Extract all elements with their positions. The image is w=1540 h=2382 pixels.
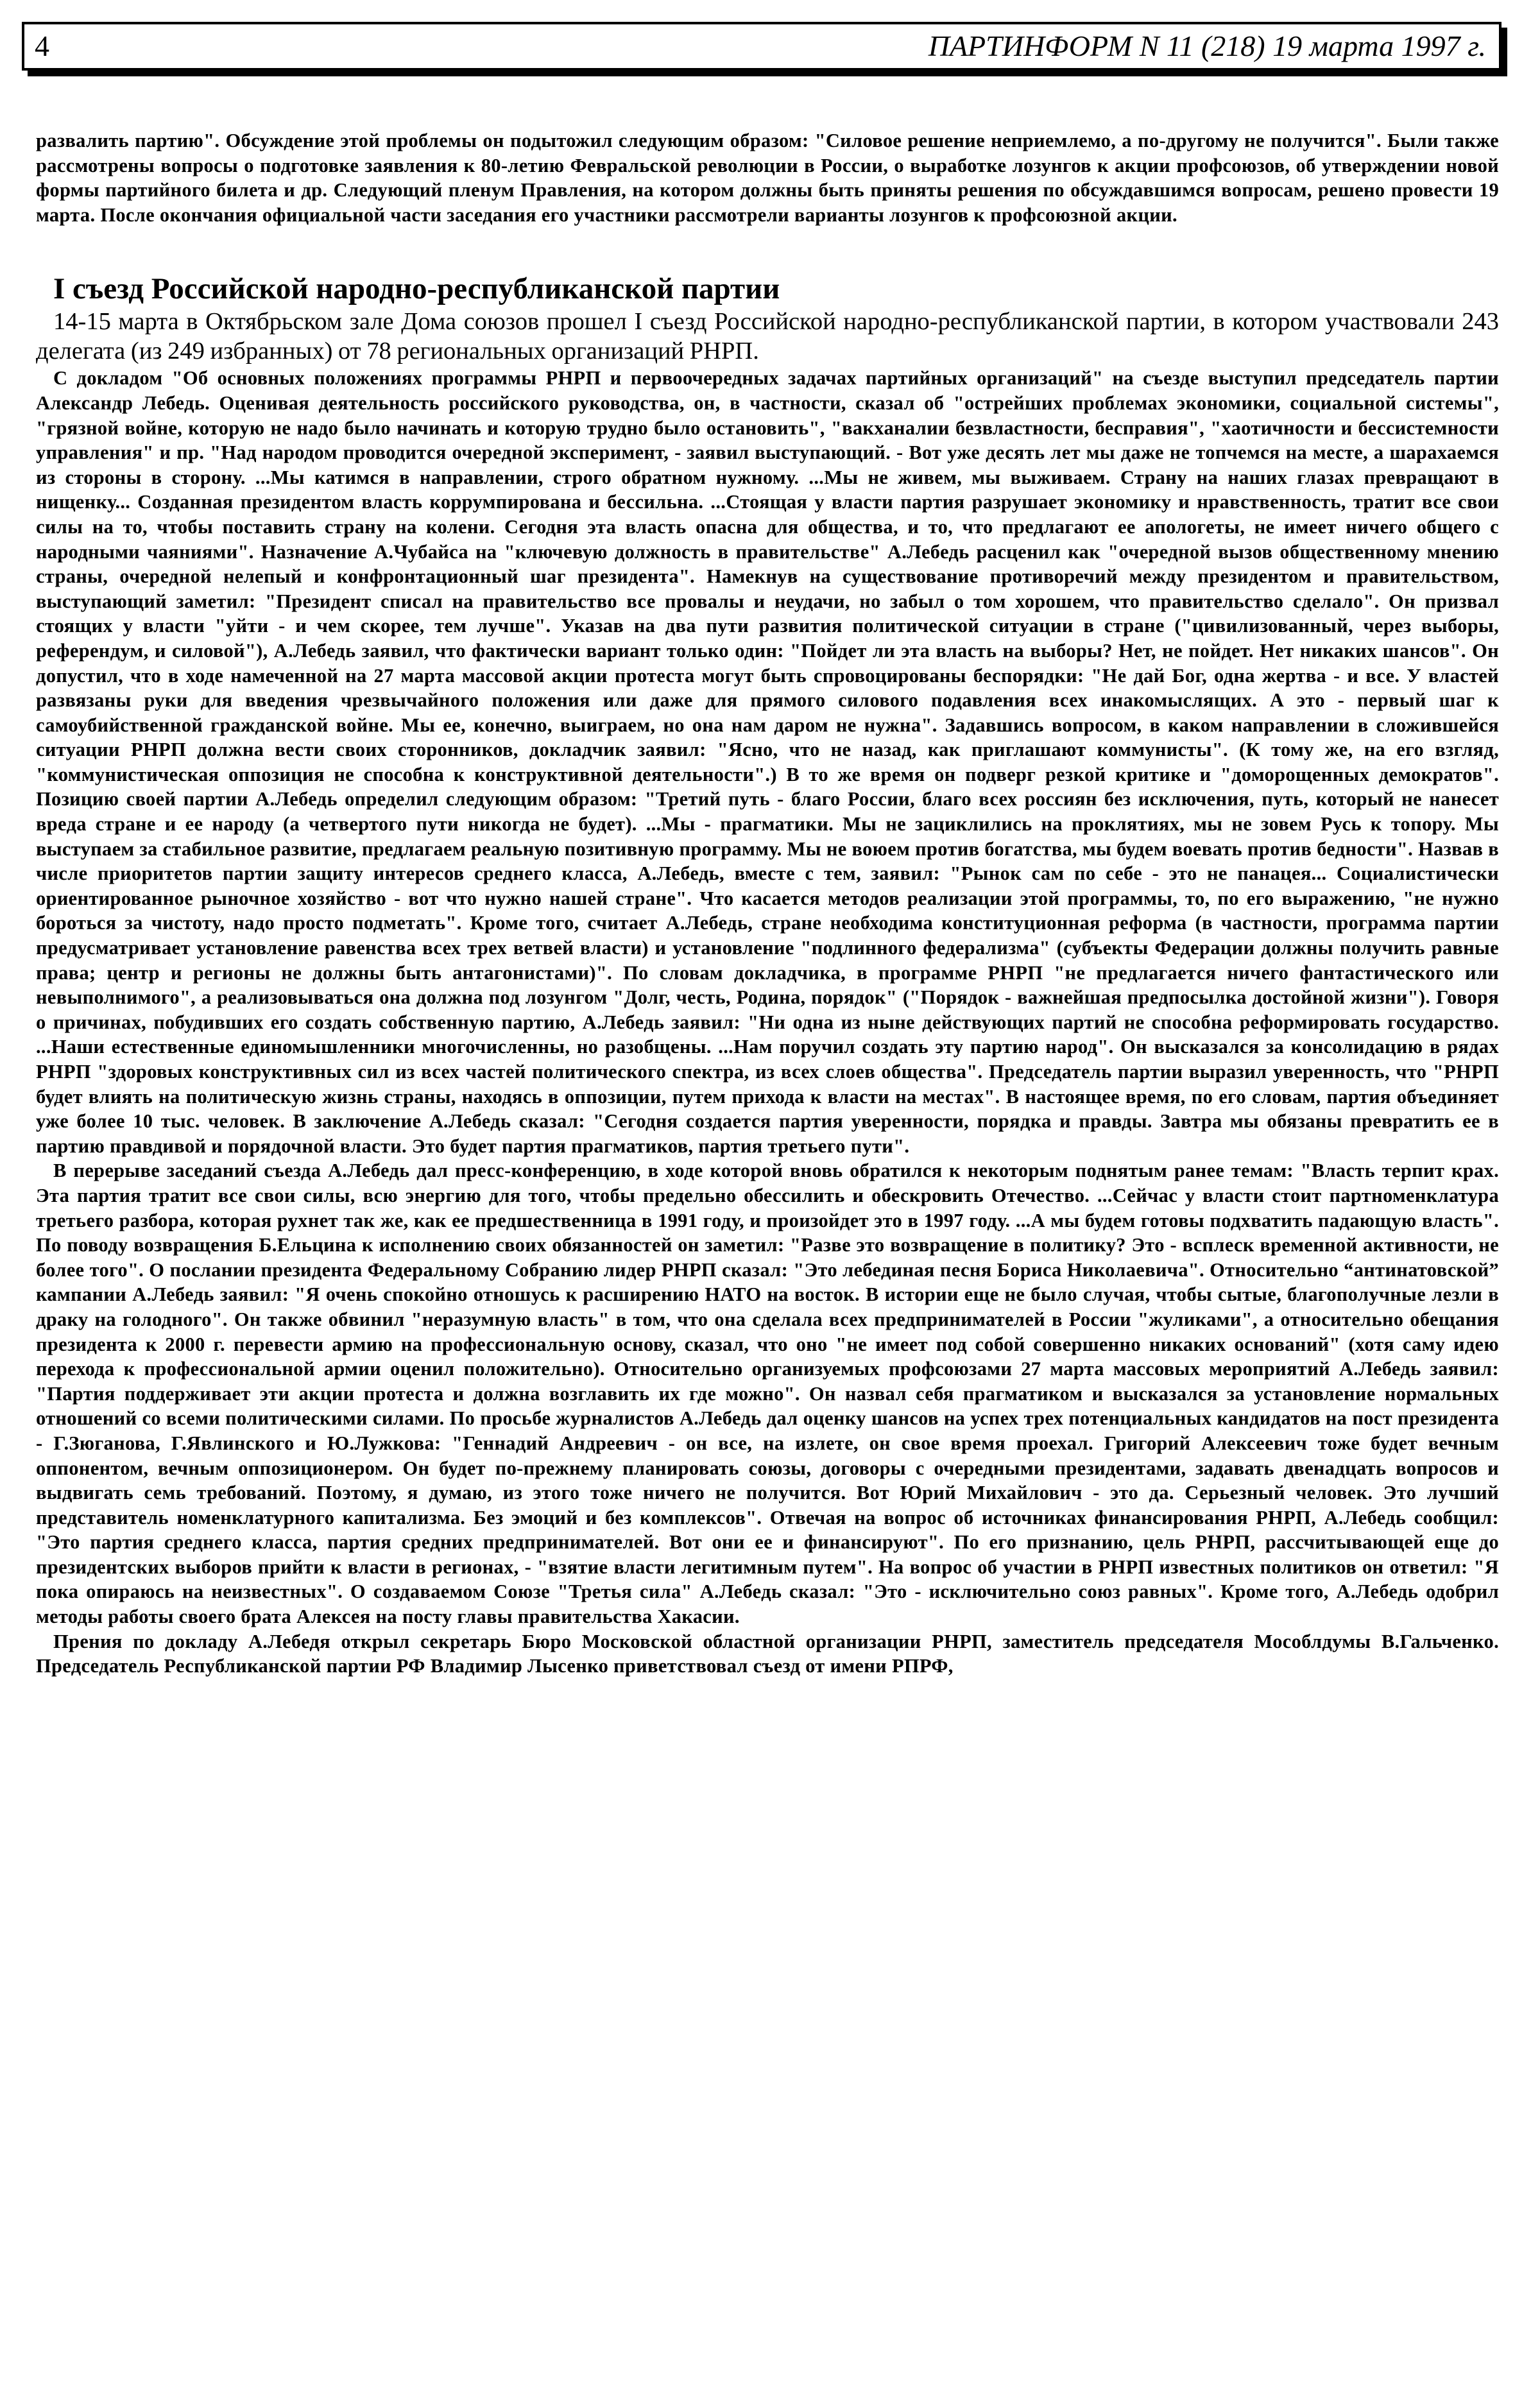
article-title: I съезд Российской народно-республиканской партии (53, 272, 780, 306)
intro-paragraph: развалить партию". Обсуждение этой проблемы он подытожил следующим образом: "Силовое решение неприемлемо, а по-другому не получится". Были также рассмотрены вопросы о подготовке заявления к 80-летию Февральской революции в России, о выработке лозунгов к акции профсоюзов, об утверждении новой формы партийного билета и др. Следующий пленум Правления, на котором должны быть приняты решения по обсуждавшимся вопросам, решено провести 19 марта. После окончания официальной части заседания его участники рассмотрели варианты лозунгов к профсоюзной акции. (36, 130, 1499, 226)
article (36, 271, 1499, 1678)
page-body (36, 128, 1499, 1679)
article-paragraph: В перерыве заседаний съезда А.Лебедь дал пресс-конференцию, в ходе которой вновь обратился к некоторым поднятым ранее темам: "Власть терпит крах. Эта партия тратит все свои силы, всю энергию для того, чтобы предельно обессилить и обескровить Отечество. ...Сейчас у власти стоит партноменклатура третьего разбора, которая рухнет так же, как ее предшественница в 1991 году, и произойдет это в 1997 году. ...А мы будем готовы подхватить падающую власть". По поводу возвращения Б.Ельцина к исполнению своих обязанностей он заметил: "Разве это возвращение в политику? Это - всплеск временной активности, не более того". О послании президента Федеральному Собранию лидер РНРП сказал: "Это лебединая песня Бориса Николаевича". Относительно “антинатовской” кампании А.Лебедь заявил: "Я очень спокойно отношусь к расширению НАТО на восток. В истории еще не было случая, чтобы сытые, благополучные лезли в драку на голодного". Он также обвинил "неразумную власть" в том, что она сделала всех предпринимателей в России "жуликами", а относительно обещания президента к 2000 г. перевести армию на профессиональную основу, сказал, что оно "не имеет под собой совершенно никаких оснований" (хотя саму идею перехода к профессиональной армии оценил положительно). Относительно организуемых профсоюзами 27 марта массовых мероприятий А.Лебедь заявил: "Партия поддерживает эти акции протеста и должна возглавить их где можно". Он назвал себя прагматиком и высказался за установление нормальных отношений со всеми политическими силами. По просьбе журналистов А.Лебедь дал оценку шансов на успех трех потенциальных кандидатов на пост президента - Г.Зюганова, Г.Явлинского и Ю.Лужкова: "Геннадий Андреевич - он все, на излете, он свое время проехал. Григорий Алексеевич тоже будет вечным оппонентом, вечным оппозиционером. Он будет по-прежнему планировать союзы, договоры с очередными президентами, задавать двенадцать вопросов и выдвигать семь требований. Поэтому, я думаю, из этого тоже ничего не получится. Вот Юрий Михайлович - это да. Серьезный человек. Это лучший представитель номенклатурного капитализма. Без эмоций и без комплексов". Отвечая на вопрос об источниках финансирования РНРП, А.Лебедь сообщил: "Это партия среднего класса, партия средних предпринимателей. Вот они ее и финансируют". По его признанию, цель РНРП, рассчитывающей еще до президентских выборов прийти к власти в регионах, - "взятие власти легитимным путем". На вопрос об участии в РНРП известных политиков он ответил: "Я пока опираюсь на неизвестных". О создаваемом Союзе "Третья сила" А.Лебедь сказал: "Это - исключительно союз равных". Кроме того, А.Лебедь одобрил методы работы своего брата Алексея на посту главы правительства Хакасии. (36, 1160, 1499, 1628)
article-paragraph: Прения по докладу А.Лебедя открыл секретарь Бюро Московской областной организации РНРП, заместитель председателя Мособлдумы В.Гальченко. Председатель Республиканской партии РФ Владимир Лысенко приветствовал съезд от имени РПРФ, (36, 1630, 1499, 1677)
article-paragraph: С докладом "Об основных положениях программы РНРП и первоочередных задачах партийных организаций" на съезде выступил председатель партии Александр Лебедь. Оценивая деятельность российского руководства, он, в частности, сказал об "острейших проблемах экономики, социальной системы", "грязной войне, которую не надо было начинать и которую трудно было остановить", "вакханалии безвластности, бесправия", "хаотичности и бессистемности управления" и пр. "Над народом проводится очередной эксперимент, - заявил выступающий. - Вот уже десять лет мы даже не топчемся на месте, а шарахаемся из стороны в сторону. ...Мы катимся в направлении, строго обратном нужному. ...Мы не живем, мы выживаем. Страну на наших глазах превращают в нищенку... Созданная президентом власть коррумпирована и бессильна. ...Стоящая у власти партия разрушает экономику и нравственность, тратит все свои силы на то, чтобы поставить страну на колени. Сегодня эта власть опасна для общества, и то, что предлагают ее апологеты, не имеет ничего общего с народными чаяниями". Назначение А.Чубайса на "ключевую должность в правительстве" А.Лебедь расценил как "очередной вызов общественному мнению страны, очередной нелепый и конфронтационный шаг президента". Намекнув на существование противоречий между президентом и правительством, выступающий заметил: "Президент списал на правительство все провалы и неудачи, но забыл о том хорошем, что правительство сделало". Он призвал стоящих у власти "уйти - и чем скорее, тем лучше". Указав на два пути развития политической ситуации в стране ("цивилизованный, через выборы, референдум, и силовой"), А.Лебедь заявил, что фактически вариант только один: "Пойдет ли эта власть на выборы? Нет, не пойдет. Нет никаких шансов". Он допустил, что в ходе намеченной на 27 марта массовой акции протеста могут быть спровоцированы беспорядки: "Не дай Бог, одна жертва - и все. У властей развязаны руки для введения чрезвычайного положения или даже для прямого силового подавления всех инакомыслящих. А это - первый шаг к самоубийственной гражданской войне. Мы ее, конечно, выиграем, но она нам даром не нужна". Задавшись вопросом, в каком направлении в сложившейся ситуации РНРП должна вести своих сторонников, докладчик заявил: "Ясно, что не назад, как приглашают коммунисты". (К тому же, на его взгляд, "коммунистическая оппозиция не способна к конструктивной деятельности".) В то же время он подверг резкой критике и "доморощенных демократов". Позицию своей партии А.Лебедь определил следующим образом: "Третий путь - благо России, благо всех россиян без исключения, путь, который не нанесет вреда стране и ее народу (а четвертого пути никогда не будет). ...Мы - прагматики. Мы не зациклились на проклятиях, мы не зовем Русь к топору. Мы выступаем за стабильное развитие, предлагаем реальную позитивную программу. Мы не воюем против богатства, мы будем воевать против бедности". Назвав в числе приоритетов партии защиту интересов среднего класса, А.Лебедь, вместе с тем, заявил: "Рынок сам по себе - это не панацея... Социалистически ориентированное рыночное хозяйство - вот что нужно нашей стране". Что касается методов реализации этой программы, то, по его выражению, "не нужно бороться за чистоту, надо просто подметать". Кроме того, считает А.Лебедь, стране необходима конституционная реформа (в частности, программа партии предусматривает установление равенства всех трех ветвей власти) и установление "подлинного федерализма" (субъекты Федерации должны получить равные права; центр и регионы не должны быть антагонистами)". По словам докладчика, в программе РНРП "не предлагается ничего фантастического или невыполнимого", а реализовываться она должна под лозунгом "Долг, честь, Родина, порядок" ("Порядок - важнейшая предпосылка достойной жизни"). Говоря о причинах, побудивших его создать собственную партию, А.Лебедь заявил: "Ни одна из ныне действующих партий не способна реформировать государство. ...Наши естественные единомышленники многочисленны, но разобщены. ...Нам поручил создать эту партию народ". Он высказался за консолидацию в рядах РНРП "здоровых конструктивных сил из всех частей политического спектра, из всех слоев общества". Председатель партии выразил уверенность, что "РНРП будет влиять на политическую жизнь страны, находясь в оппозиции, путем прихода к власти на местах". В настоящее время, по его словам, партия объединяет уже более 10 тыс. человек. В заключение А.Лебедь сказал: "Сегодня создается партия уверенности, порядка и правды. Завтра мы обязаны превратить ее в партию правдивой и порядочной власти. Это будет партия прагматиков, партия третьего пути". (36, 367, 1499, 1157)
page-header (22, 22, 1502, 71)
page-number: 4 (35, 30, 49, 62)
masthead: ПАРТИНФОРМ N 11 (218) 19 марта 1997 г. (928, 30, 1486, 62)
article-lead: 14-15 марта в Октябрьском зале Дома союзов прошел I съезд Российской народно-республиканской партии, в котором участвовали 243 делегата (из 249 избранных) от 78 региональных организаций РНРП. (36, 308, 1499, 365)
